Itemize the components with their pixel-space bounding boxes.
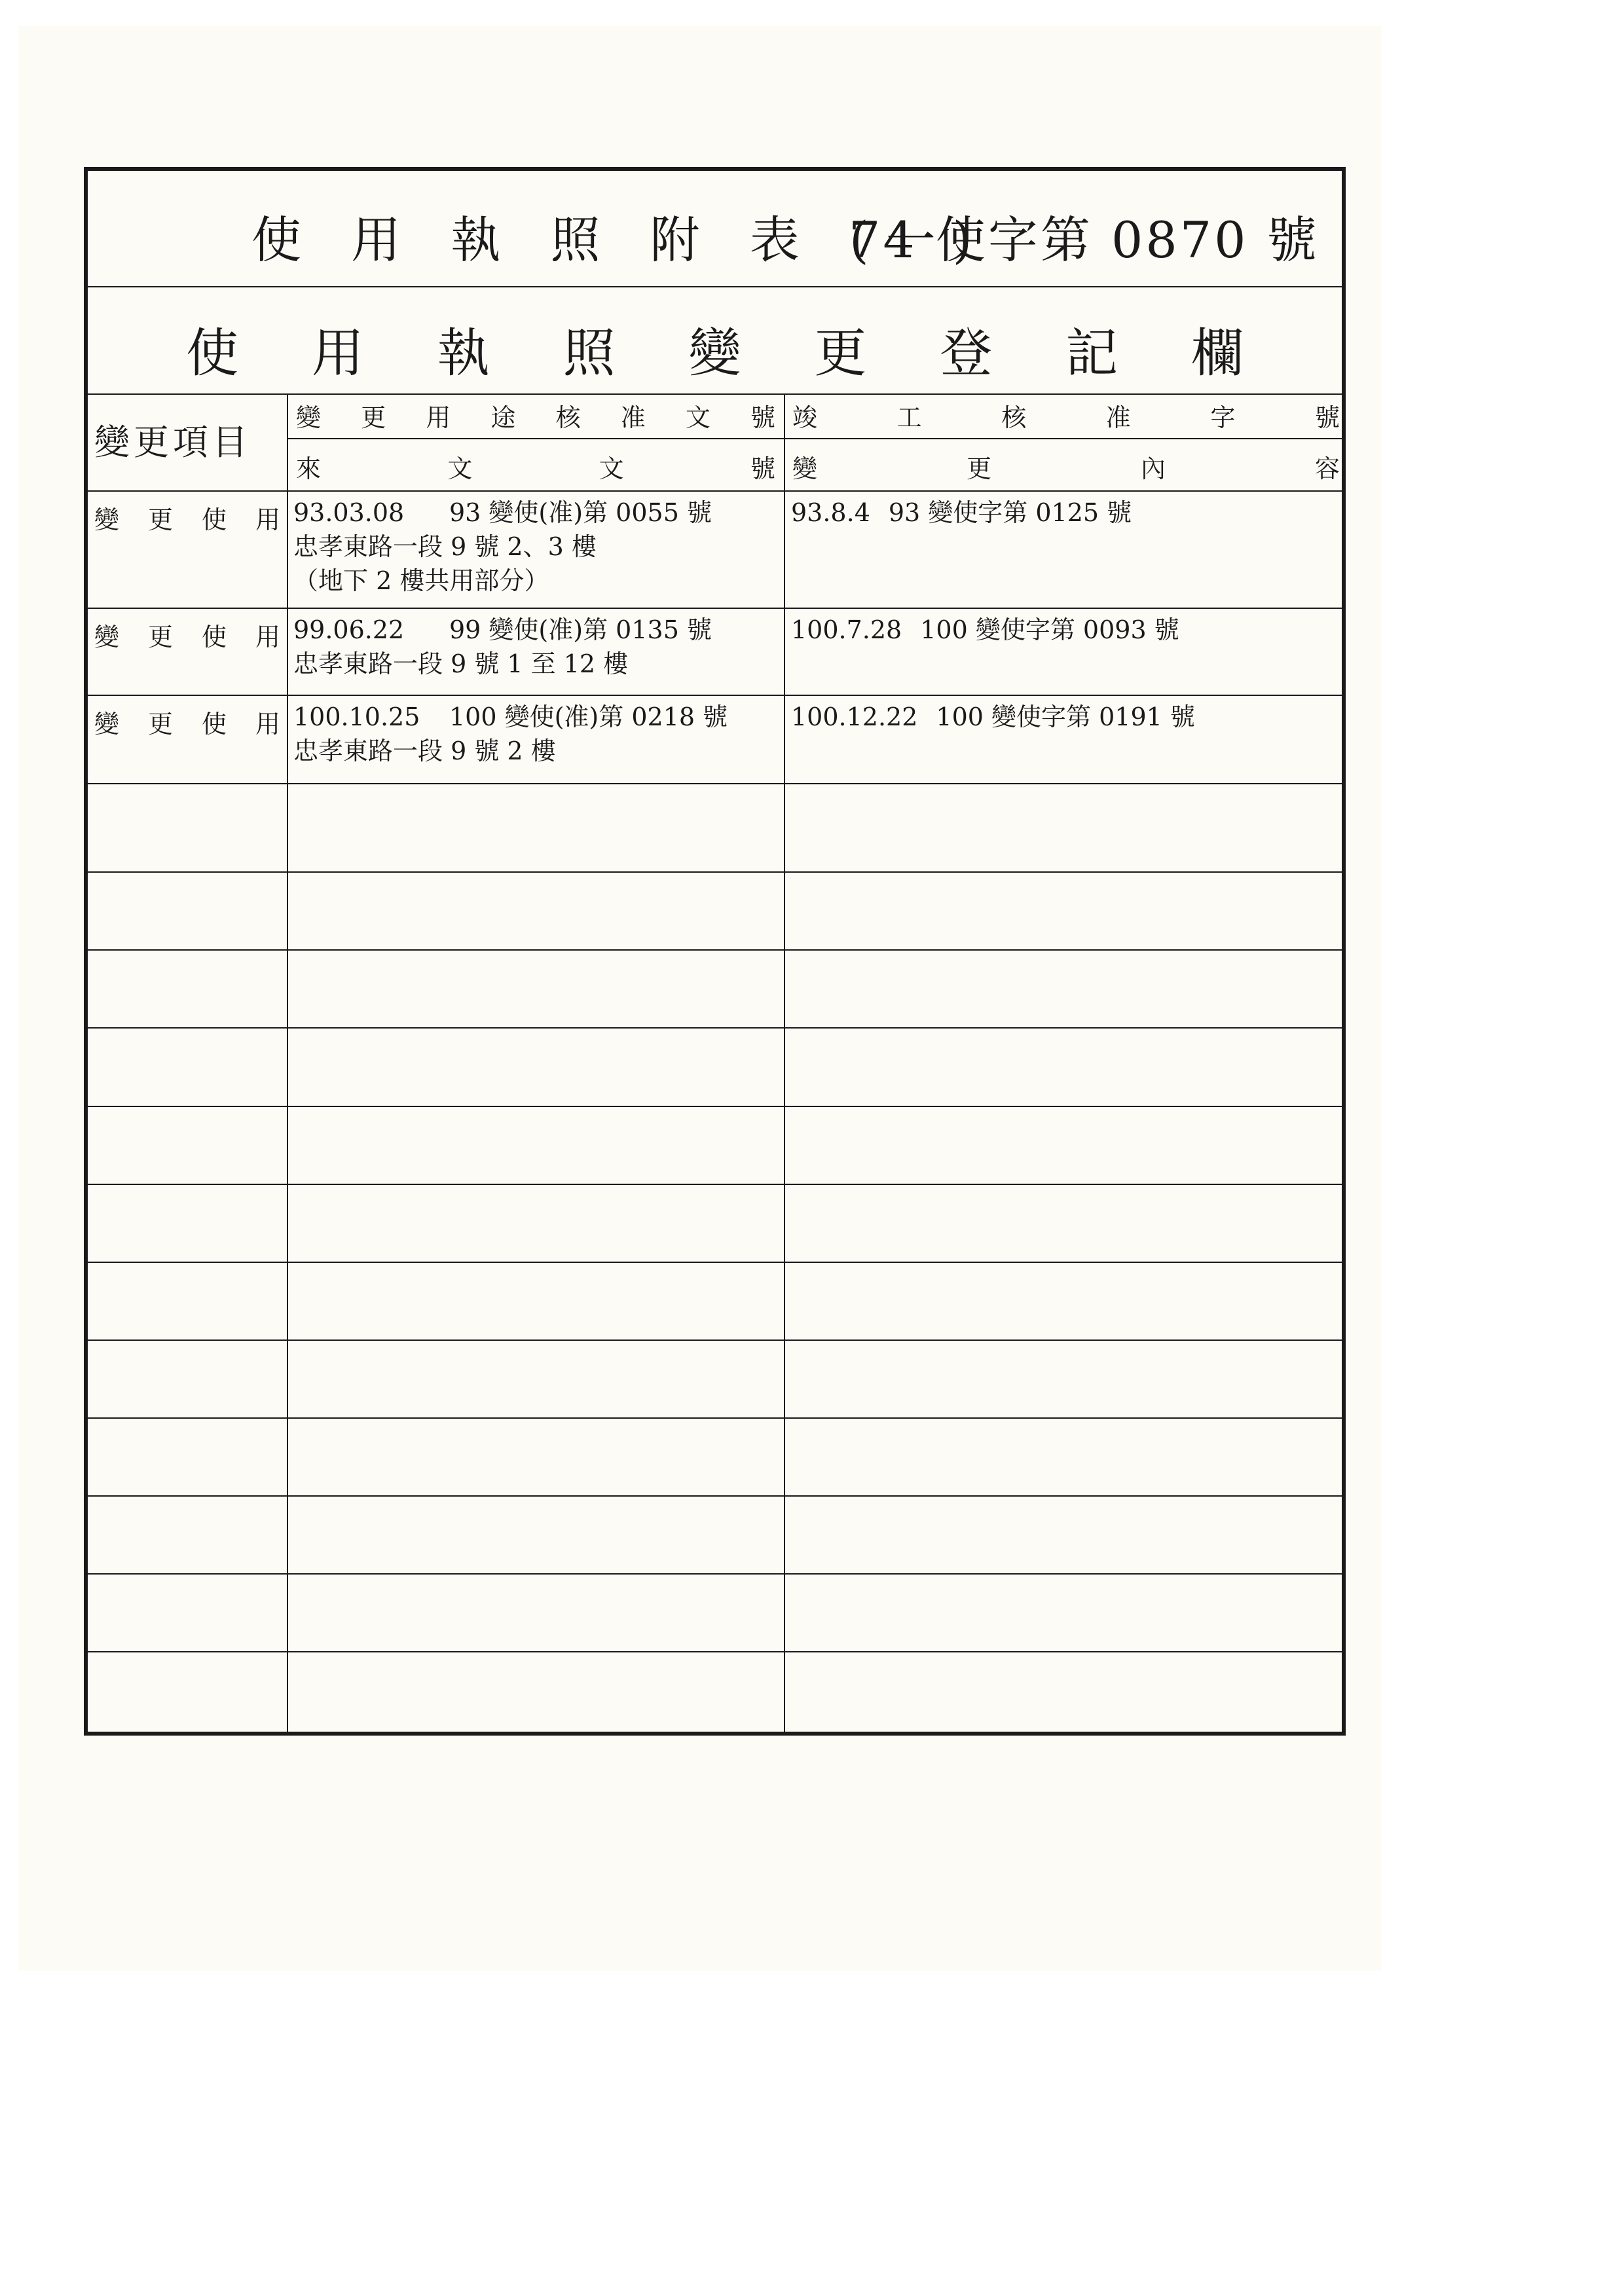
subtitle-char: 欄: [1191, 323, 1244, 384]
row-line: [88, 695, 1342, 696]
approval-number: 93 變使(准)第 0055 號: [449, 498, 712, 527]
subtitle-row: [88, 287, 1342, 395]
license-appendix-table: [84, 167, 1346, 1736]
entry-item: 變 更 使 用: [94, 710, 280, 738]
subtitle-char: 執: [437, 323, 490, 384]
row-line: [88, 1027, 1342, 1029]
address-line: 忠孝東路一段 9 號 1 至 12 樓: [293, 649, 629, 678]
entry-item: 變 更 使 用: [94, 623, 280, 651]
header-approval-doc-no: 變 更 用 途 核 准 文 號: [296, 403, 775, 432]
column-divider-1: [287, 395, 288, 1732]
row-line: [88, 783, 1342, 784]
completion-number: 100 變使字第 0191 號: [936, 702, 1195, 731]
row-line: [88, 949, 1342, 951]
license-number: 74 使字第 0870 號: [849, 211, 1320, 269]
subtitle-char: 記: [1065, 323, 1118, 384]
row-line: [88, 1573, 1342, 1575]
header-completion-no: 竣 工 核 准 字 號: [792, 403, 1340, 432]
row-line: [88, 608, 1342, 609]
row-line: [88, 1262, 1342, 1263]
completion-date: 100.12.22: [791, 702, 918, 731]
row-line: [88, 1651, 1342, 1652]
address-line: （地下 2 樓共用部分）: [293, 566, 549, 595]
completion-date: 93.8.4: [791, 498, 870, 527]
approval-date: 93.03.08: [293, 498, 405, 527]
approval-number: 99 變使(准)第 0135 號: [449, 615, 712, 644]
entry-approval: [293, 613, 712, 681]
entry-completion: [791, 700, 1195, 734]
entry-completion: [791, 496, 1132, 530]
row-line: [88, 1339, 1342, 1341]
subtitle-char: 照: [563, 323, 616, 384]
header-split-line: [287, 438, 1342, 439]
address-line: 忠孝東路一段 9 號 2 樓: [293, 737, 556, 765]
subtitle-char: 用: [311, 323, 364, 384]
column-divider-2: [784, 395, 785, 1732]
header-change-content: 變 更 內 容: [792, 454, 1340, 483]
subtitle-char: 登: [940, 323, 993, 384]
address-line: 忠孝東路一段 9 號 2、3 樓: [293, 532, 597, 561]
subtitle-char: 更: [814, 323, 867, 384]
row-line: [88, 1417, 1342, 1419]
completion-date: 100.7.28: [791, 615, 902, 644]
header-incoming-doc-no: 來 文 文 號: [296, 454, 775, 483]
entry-approval: [293, 700, 728, 768]
row-line: [88, 871, 1342, 873]
title-row: [88, 171, 1342, 287]
entry-approval: [293, 496, 712, 598]
approval-date: 100.10.25: [293, 702, 420, 731]
entry-completion: [791, 613, 1179, 647]
row-line: [88, 1184, 1342, 1185]
header-bottom-line: [88, 490, 1342, 492]
subtitle-char: 使: [186, 323, 238, 384]
completion-number: 100 變使字第 0093 號: [920, 615, 1179, 644]
approval-number: 100 變使(准)第 0218 號: [449, 702, 728, 731]
approval-date: 99.06.22: [293, 615, 405, 644]
entry-item: 變 更 使 用: [94, 505, 280, 534]
header-change-item: 變更項目: [94, 422, 251, 463]
form-subtitle: [186, 311, 1244, 386]
completion-number: 93 變使字第 0125 號: [888, 498, 1132, 527]
row-line: [88, 1106, 1342, 1107]
form-title: 使 用 執 照 附 表 (一): [251, 211, 989, 269]
subtitle-char: 變: [688, 323, 741, 384]
row-line: [88, 1495, 1342, 1497]
